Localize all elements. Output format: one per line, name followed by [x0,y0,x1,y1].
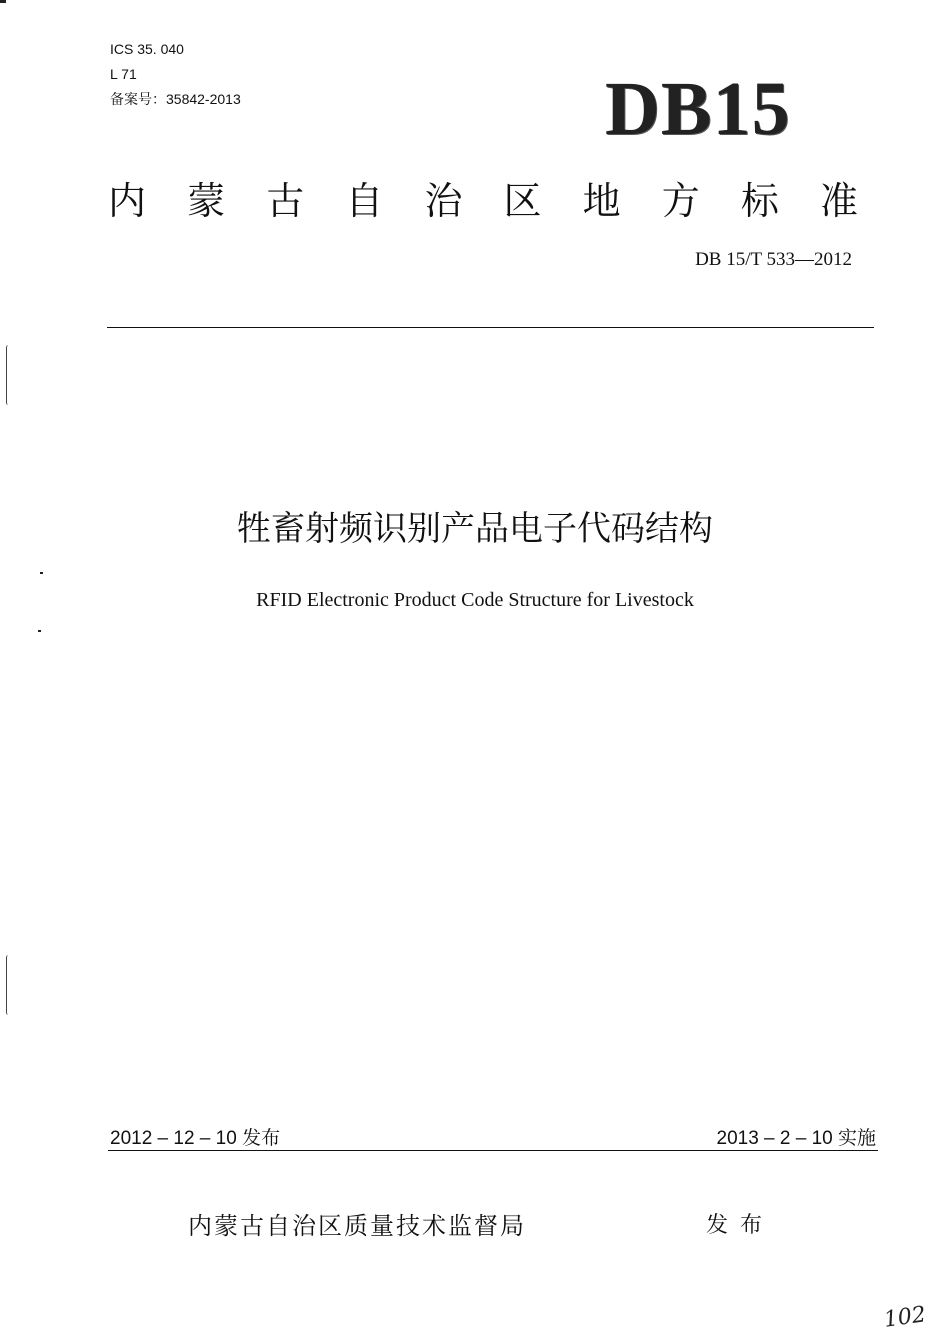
standard-type-char: 治 [424,179,463,223]
document-title-en: RFID Electronic Product Code Structure for Livestock [256,589,694,611]
document-title-zh: 牲畜射频识别产品电子代码结构 [237,509,713,549]
implementation-date: 2013 – 2 – 10 实施 [716,1128,876,1149]
standard-number: DB 15/T 533—2012 [695,249,852,270]
footer-divider [108,1150,878,1151]
scan-dot-2 [38,630,41,632]
scan-dot-1 [40,572,43,574]
db15-logo: DB15 [605,67,791,151]
standard-type-char: 方 [661,179,700,223]
standard-type-char: 自 [345,179,384,223]
standard-type-heading [108,176,858,226]
scan-bracket-2 [6,955,11,1015]
standard-type-char: 地 [582,179,621,223]
header-divider [107,327,874,328]
standard-type-char: 区 [503,179,542,223]
standard-type-char: 古 [266,179,305,223]
issuing-authority: 内蒙古自治区质量技术监督局 [188,1212,526,1240]
filing-number: 备案号：35842-2013 [110,91,241,107]
handwritten-page-number: 102 [882,1302,928,1333]
ics-code: ICS 35. 040 [110,41,184,57]
standard-type-char: 准 [819,179,858,223]
ccs-code: L 71 [110,66,137,82]
standard-type-char: 蒙 [187,179,226,223]
scan-bracket-1 [6,345,11,405]
scan-mark-top [0,0,6,3]
issue-date: 2012 – 12 – 10 发布 [110,1128,281,1149]
standard-type-char: 标 [740,179,779,223]
issue-word: 发布 [706,1213,775,1238]
standard-type-char: 内 [108,179,147,223]
